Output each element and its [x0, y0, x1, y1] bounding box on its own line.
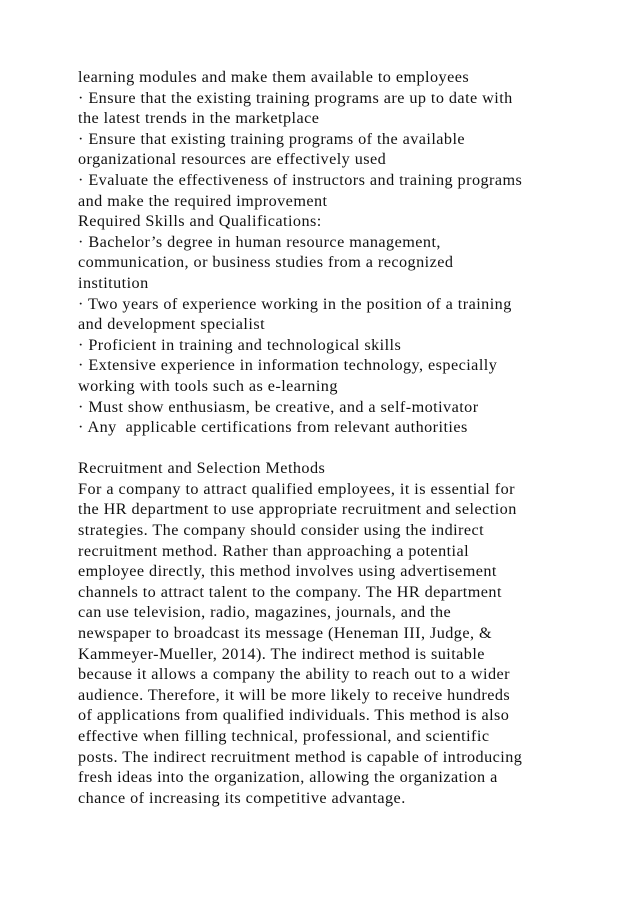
text-line: Kammeyer-Mueller, 2014). The indirect method is suitable [78, 644, 485, 663]
text-line: learning modules and make them available to employees [78, 68, 470, 86]
text-line: effective when filling technical, professional, and scientific [78, 727, 490, 745]
text-line: · Bachelor’s degree in human resource management, [78, 232, 441, 251]
text-line: · Extensive experience in information technology, especially [78, 356, 498, 375]
text-line: channels to attract talent to the company. The HR department [78, 582, 502, 601]
text-line: working with tools such as e-learning [78, 376, 338, 395]
text-line: organizational resources are effectively used [78, 150, 387, 169]
text-line: · Ensure that existing training programs of the available [78, 129, 466, 148]
blank-line [78, 438, 598, 459]
paragraph-section [78, 479, 598, 809]
text-line: · Two years of experience working in the position of a training [78, 294, 512, 313]
text-line: employee directly, this method involves using advertisement [78, 562, 497, 581]
text-line: and make the required improvement [78, 191, 328, 210]
text-line: institution [78, 273, 149, 292]
text-line: recruitment method. Rather than approaching a potential [78, 541, 470, 560]
text-line: and development specialist [78, 315, 266, 334]
text-line: For a company to attract qualified employees, it is essential for [78, 479, 515, 498]
text-line: newspaper to broadcast its message (Heneman III, Judge, & [78, 624, 493, 643]
text-line: · Proficient in training and technological skills [78, 335, 402, 354]
text-line: posts. The indirect recruitment method is capable of introducing [78, 747, 523, 766]
text-line: communication, or business studies from a recognized [78, 253, 454, 272]
text-line: audience. Therefore, it will be more likely to receive hundreds [78, 685, 511, 704]
text-line: chance of increasing its competitive advantage. [78, 788, 406, 807]
text-line: strategies. The company should consider using the indirect [78, 521, 485, 540]
subheading-line: Required Skills and Qualifications: [78, 212, 322, 231]
text-line: · Any applicable certifications from relevant authorities [78, 418, 468, 437]
text-line: of applications from qualified individuals. This method is also [78, 706, 510, 725]
text-line: fresh ideas into the organization, allowing the organization a [78, 768, 498, 787]
bullet-list-section [78, 67, 598, 438]
text-line: the latest trends in the marketplace [78, 109, 320, 128]
text-line: can use television, radio, magazines, journals, and the [78, 603, 452, 622]
text-line: because it allows a company the ability to reach out to a wider [78, 665, 511, 684]
text-line: · Must show enthusiasm, be creative, and a self-motivator [78, 397, 479, 416]
text-line: · Ensure that the existing training programs are up to date with [78, 88, 513, 107]
section-heading: Recruitment and Selection Methods [78, 459, 326, 478]
text-line: · Evaluate the effectiveness of instructors and training programs [78, 170, 523, 189]
text-line: the HR department to use appropriate recruitment and selection [78, 500, 517, 519]
document-body [78, 67, 598, 808]
